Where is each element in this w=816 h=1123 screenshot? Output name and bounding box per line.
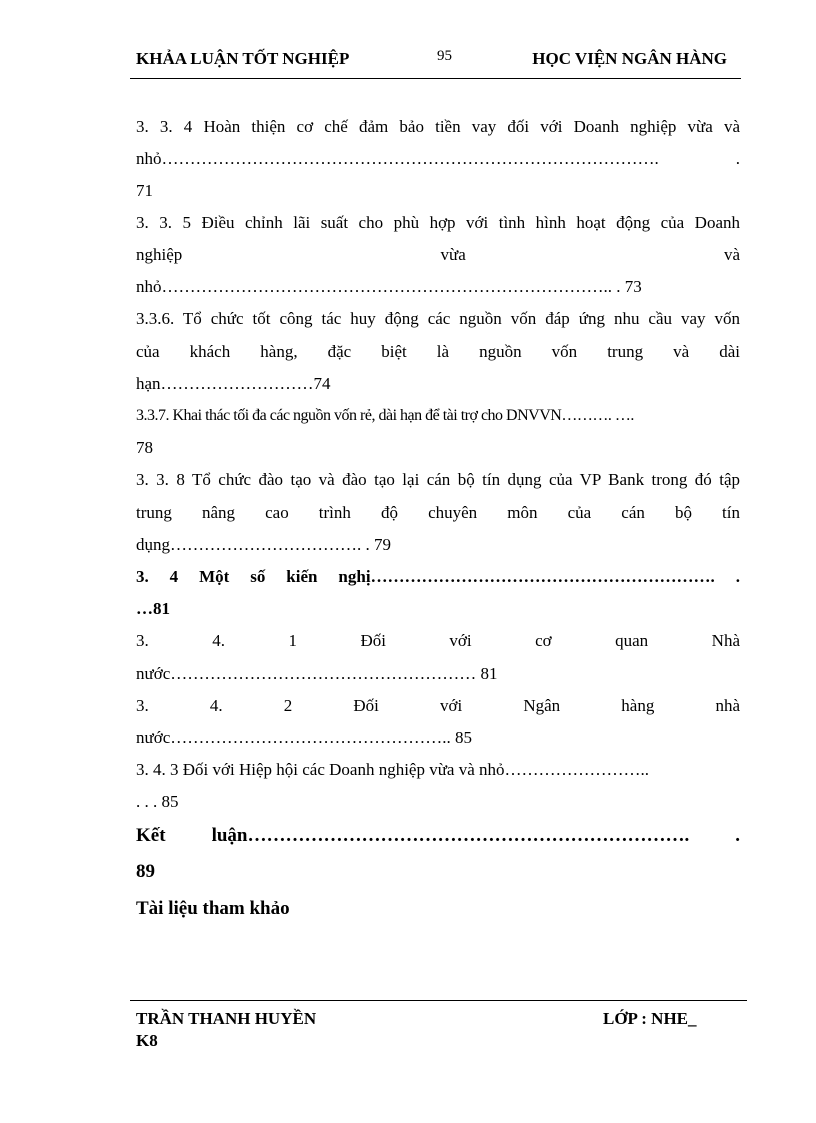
toc-entry-3-3-6-line1[interactable]: 3.3.6. Tổ chức tốt công tác huy động các nguồn vốn đáp ứng nhu cầu vay vốn: [136, 309, 740, 328]
toc-entry-3-4-2-line1[interactable]: 3. 4. 2 Đối với Ngân hàng nhà: [136, 696, 740, 715]
header-thesis-title: KHẢA LUẬN TỐT NGHIỆP: [136, 49, 350, 68]
toc-entry-3-3-7-line1[interactable]: 3.3.7. Khai thác tối đa các nguồn vốn rẻ, dài hạn để tài trợ cho DNVVN………. ….: [136, 407, 634, 424]
toc-entry-3-3-5-line3[interactable]: nhỏ…………………………………………………………………….. . 73: [136, 277, 642, 296]
toc-entry-3-3-4-line2[interactable]: nhỏ……………………………………………………………………………. .: [136, 149, 740, 168]
toc-entry-3-4-page[interactable]: …81: [136, 599, 170, 618]
author-name: TRẦN THANH HUYỀN: [136, 1009, 317, 1028]
toc-entry-3-3-8-line1[interactable]: 3. 3. 8 Tổ chức đào tạo và đào tạo lại cán bộ tín dụng của VP Bank trong đó tập: [136, 470, 740, 489]
toc-entry-3-3-7-page[interactable]: 78: [136, 438, 153, 457]
toc-word: và: [723, 245, 740, 264]
page-number: 95: [437, 48, 452, 64]
toc-entry-3-3-8-line3[interactable]: dụng……………………………. . 79: [136, 535, 391, 554]
class-label: LỚP : NHE_: [603, 1009, 697, 1028]
toc-entry-3-3-4-page[interactable]: 71: [136, 181, 153, 200]
toc-entry-3-4-3-page[interactable]: . . . 85: [136, 792, 179, 811]
toc-entry-conclusion-page[interactable]: 89: [136, 861, 155, 882]
toc-entry-3-3-4-line1[interactable]: 3. 3. 4 Hoàn thiện cơ chế đảm bảo tiền vay đối với Doanh nghiệp vừa và: [136, 117, 740, 136]
class-suffix: K8: [136, 1031, 158, 1050]
toc-entry-3-3-8-line2[interactable]: trung nâng cao trình độ chuyên môn của cán bộ tín: [136, 503, 740, 522]
toc-entry-3-3-5-line1[interactable]: 3. 3. 5 Điều chỉnh lãi suất cho phù hợp với tình hình hoạt động của Doanh: [136, 213, 740, 232]
header-institution: HỌC VIỆN NGÂN HÀNG: [532, 49, 727, 68]
toc-word: vừa: [440, 245, 466, 264]
toc-entry-3-4-1-line1[interactable]: 3. 4. 1 Đối với cơ quan Nhà: [136, 631, 740, 650]
page-footer: [130, 1000, 747, 1050]
toc-entry-3-4-1-line2[interactable]: nước……………………………………………… 81: [136, 664, 498, 683]
toc-word: nghiệp: [136, 245, 183, 264]
page-header: [130, 44, 741, 79]
toc-entry-3-4-2-line2[interactable]: nước………………………………………….. 85: [136, 728, 472, 747]
toc-entry-3-4-line1[interactable]: 3. 4 Một số kiến nghị……………………………………………………. .: [136, 567, 740, 586]
toc-entry-3-3-6-line2[interactable]: của khách hàng, đặc biệt là nguồn vốn trung và dài: [136, 342, 740, 361]
toc-entry-conclusion[interactable]: Kết luận……………………………………………………………. .: [136, 825, 740, 846]
toc-entry-3-4-3-line1[interactable]: 3. 4. 3 Đối với Hiệp hội các Doanh nghiệp vừa và nhỏ……………………..: [136, 760, 650, 779]
toc-entry-3-3-5-line2[interactable]: [136, 245, 740, 265]
toc-entry-references[interactable]: Tài liệu tham khảo: [136, 898, 290, 919]
toc-entry-3-3-6-line3[interactable]: hạn………………………74: [136, 374, 331, 393]
